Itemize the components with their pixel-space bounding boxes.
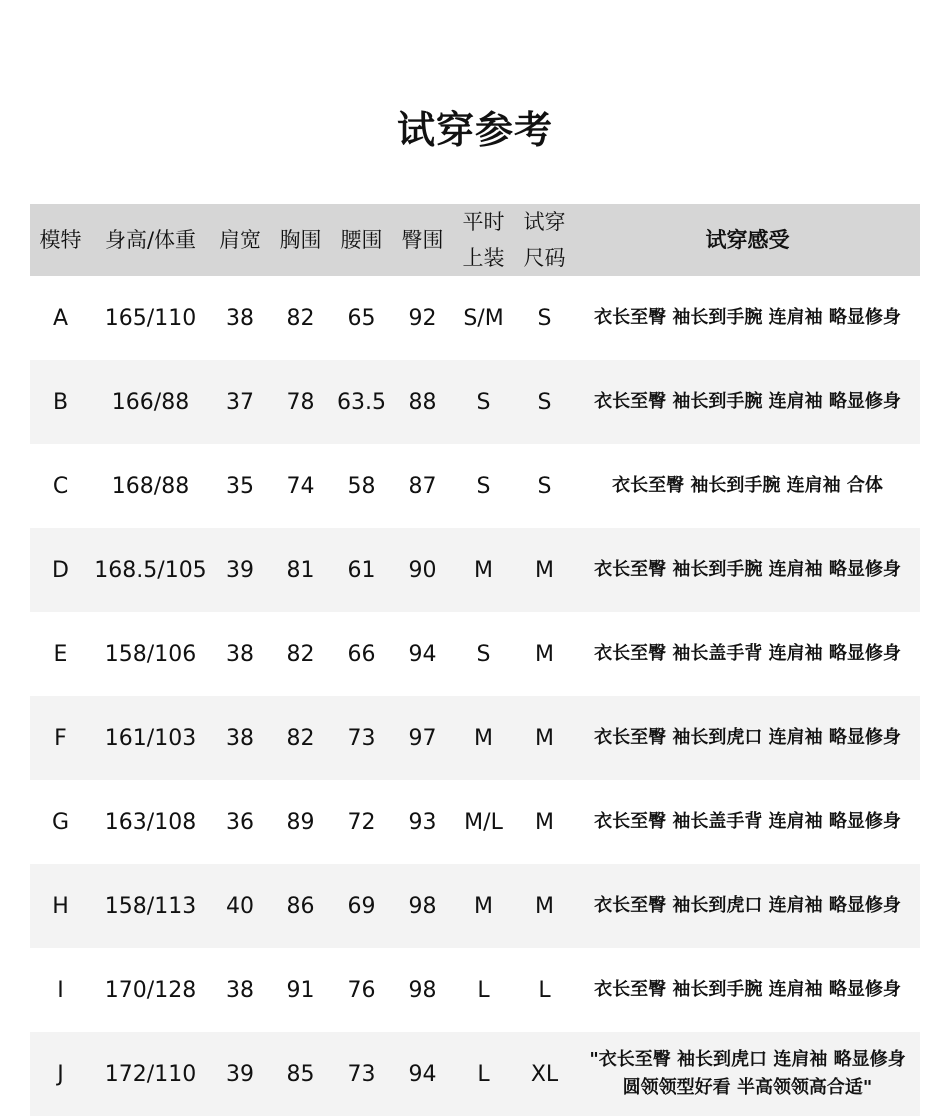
cell-chest: 86	[286, 893, 315, 919]
cell-hip: 94	[408, 641, 437, 667]
cell-hip: 97	[408, 725, 437, 751]
cell-waist: 69	[347, 893, 376, 919]
cell-model: I	[57, 977, 64, 1003]
cell-tried-size: S	[537, 389, 552, 415]
cell-waist: 58	[347, 473, 376, 499]
cell-hip: 98	[408, 893, 437, 919]
cell-hip: 93	[408, 809, 437, 835]
cell-hip: 98	[408, 977, 437, 1003]
cell-model: D	[52, 557, 69, 583]
cell-model: A	[52, 305, 69, 331]
table-row	[30, 1032, 920, 1116]
cell-height-weight: 172/110	[104, 1061, 197, 1087]
cell-shoulder: 40	[226, 893, 254, 919]
cell-shoulder: 35	[226, 473, 254, 499]
header-usual-top	[453, 204, 514, 276]
cell-chest: 82	[286, 641, 315, 667]
header-usual-top-line2: 上装	[462, 246, 505, 270]
page-title: 试穿参考	[396, 108, 553, 152]
table-row	[30, 360, 920, 444]
cell-model: E	[53, 641, 68, 667]
cell-feeling: 衣长至臀 袖长盖手背 连肩袖 略显修身	[594, 643, 901, 664]
cell-height-weight: 168/88	[111, 473, 190, 499]
cell-feeling: 衣长至臀 袖长到手腕 连肩袖 略显修身	[594, 307, 901, 328]
table-row	[30, 444, 920, 528]
cell-usual-top: M	[474, 893, 493, 919]
header-tried-size	[514, 204, 575, 276]
cell-feeling: 衣长至臀 袖长到虎口 连肩袖 略显修身	[594, 727, 901, 748]
cell-waist: 63.5	[337, 389, 386, 415]
cell-chest: 81	[286, 557, 315, 583]
cell-usual-top: L	[477, 1061, 490, 1087]
table-body	[30, 276, 920, 1116]
cell-usual-top: S/M	[463, 305, 504, 331]
cell-usual-top: S	[476, 641, 491, 667]
cell-feeling: "衣长至臀 袖长到虎口 连肩袖 略显修身 圆领领型好看 半高领领高合适"	[589, 1049, 906, 1098]
cell-height-weight: 170/128	[104, 977, 197, 1003]
cell-feeling: 衣长至臀 袖长到手腕 连肩袖 略显修身	[594, 559, 901, 580]
cell-shoulder: 39	[226, 1061, 254, 1087]
cell-shoulder: 37	[226, 389, 254, 415]
cell-tried-size: XL	[530, 1061, 559, 1087]
cell-waist: 61	[347, 557, 376, 583]
header-feeling: 试穿感受	[705, 228, 790, 252]
cell-usual-top: M	[474, 557, 493, 583]
cell-usual-top: S	[476, 473, 491, 499]
cell-model: F	[54, 725, 67, 751]
fit-reference-table	[30, 204, 920, 1116]
cell-tried-size: M	[535, 641, 554, 667]
cell-usual-top: S	[476, 389, 491, 415]
cell-waist: 72	[347, 809, 376, 835]
cell-usual-top: M/L	[464, 809, 503, 835]
cell-waist: 65	[347, 305, 376, 331]
table-row	[30, 276, 920, 360]
cell-hip: 88	[408, 389, 437, 415]
cell-tried-size: S	[537, 473, 552, 499]
header-tried-size-line2: 尺码	[523, 246, 566, 270]
cell-model: J	[57, 1061, 64, 1087]
cell-tried-size: M	[535, 893, 554, 919]
cell-usual-top: M	[474, 725, 493, 751]
header-model: 模特	[39, 228, 82, 252]
cell-hip: 92	[408, 305, 437, 331]
cell-height-weight: 163/108	[104, 809, 197, 835]
cell-feeling: 衣长至臀 袖长到手腕 连肩袖 略显修身	[594, 391, 901, 412]
cell-model: H	[52, 893, 69, 919]
cell-chest: 85	[286, 1061, 315, 1087]
cell-shoulder: 39	[226, 557, 254, 583]
cell-tried-size: M	[535, 557, 554, 583]
table-row	[30, 696, 920, 780]
header-chest: 胸围	[279, 228, 322, 252]
cell-model: B	[52, 389, 69, 415]
cell-shoulder: 38	[226, 641, 254, 667]
cell-height-weight: 168.5/105	[94, 557, 207, 583]
cell-shoulder: 38	[226, 305, 254, 331]
cell-chest: 78	[286, 389, 315, 415]
cell-tried-size: M	[535, 809, 554, 835]
cell-waist: 66	[347, 641, 376, 667]
cell-hip: 87	[408, 473, 437, 499]
cell-feeling: 衣长至臀 袖长到手腕 连肩袖 略显修身	[594, 979, 901, 1000]
cell-feeling: 衣长至臀 袖长到手腕 连肩袖 合体	[612, 475, 883, 496]
cell-height-weight: 165/110	[104, 305, 197, 331]
cell-height-weight: 161/103	[104, 725, 197, 751]
cell-shoulder: 38	[226, 725, 254, 751]
cell-hip: 90	[408, 557, 437, 583]
table-row	[30, 528, 920, 612]
header-hip: 臀围	[401, 228, 444, 252]
cell-usual-top: L	[477, 977, 490, 1003]
cell-shoulder: 38	[226, 977, 254, 1003]
cell-tried-size: L	[538, 977, 551, 1003]
table-row	[30, 948, 920, 1032]
cell-model: G	[51, 809, 70, 835]
header-height-weight: 身高/体重	[104, 228, 197, 252]
cell-waist: 76	[347, 977, 376, 1003]
header-waist: 腰围	[340, 228, 383, 252]
cell-waist: 73	[347, 1061, 376, 1087]
table-header-row	[30, 204, 920, 276]
cell-chest: 82	[286, 725, 315, 751]
table-row	[30, 780, 920, 864]
cell-hip: 94	[408, 1061, 437, 1087]
table-row	[30, 864, 920, 948]
cell-tried-size: M	[535, 725, 554, 751]
cell-height-weight: 158/106	[104, 641, 197, 667]
cell-chest: 89	[286, 809, 315, 835]
cell-height-weight: 166/88	[111, 389, 190, 415]
cell-waist: 73	[347, 725, 376, 751]
cell-feeling: 衣长至臀 袖长盖手背 连肩袖 略显修身	[594, 811, 901, 832]
table-row	[30, 612, 920, 696]
header-usual-top-line1: 平时	[462, 210, 505, 234]
header-shoulder: 肩宽	[219, 228, 261, 252]
header-tried-size-line1: 试穿	[523, 210, 566, 234]
cell-shoulder: 36	[226, 809, 254, 835]
cell-chest: 91	[286, 977, 315, 1003]
cell-chest: 82	[286, 305, 315, 331]
cell-model: C	[52, 473, 69, 499]
cell-chest: 74	[286, 473, 315, 499]
cell-height-weight: 158/113	[104, 893, 197, 919]
cell-tried-size: S	[537, 305, 552, 331]
cell-feeling: 衣长至臀 袖长到虎口 连肩袖 略显修身	[594, 895, 901, 916]
